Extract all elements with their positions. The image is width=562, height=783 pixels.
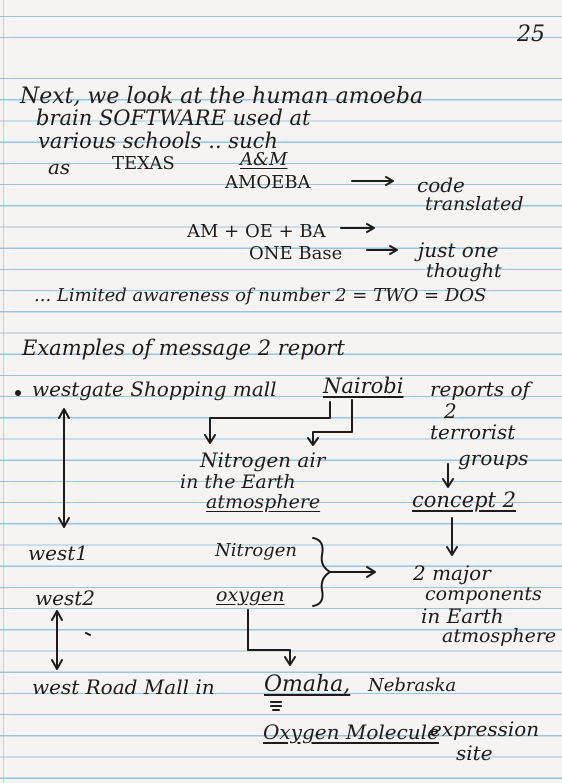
atmosphere-1: atmosphere — [206, 491, 321, 513]
terrorist-word: terrorist — [430, 420, 516, 444]
site-word: site — [456, 741, 493, 765]
squiggle-omaha-molecule — [271, 702, 281, 710]
nitrogen-word: Nitrogen — [215, 540, 297, 561]
concept-2: concept 2 — [412, 488, 517, 512]
nitrogen-air: Nitrogen air — [200, 448, 326, 472]
expression-word: expression — [430, 717, 540, 741]
line-4-texas: TEXAS — [112, 153, 175, 174]
awareness-line: ... Limited awareness of number 2 = TWO = DOS — [34, 285, 487, 306]
westgate-line: westgate Shopping mall — [32, 377, 277, 401]
west-1: west1 — [28, 541, 88, 565]
line-1: Next, we look at the human amoeba — [20, 84, 424, 109]
arrow-amoeba-code — [352, 177, 393, 185]
arrow-onebase-justone — [367, 246, 397, 254]
arrow-split-onebase — [341, 224, 374, 232]
examples-heading: Examples of message 2 report — [22, 336, 345, 360]
arrow-brace-major — [331, 567, 375, 577]
line-4-acronym: A&M — [240, 149, 288, 170]
translated-word: translated — [425, 193, 524, 215]
nebraska-word: Nebraska — [368, 675, 457, 696]
arrow-concept-major — [447, 518, 457, 555]
line-2: brain SOFTWARE used at — [36, 106, 311, 130]
in-the-earth: in the Earth — [180, 471, 296, 493]
number-2: 2 — [444, 399, 457, 423]
line-3: various schools .. such — [38, 129, 278, 153]
speck — [86, 633, 90, 635]
in-earth: in Earth — [421, 604, 504, 628]
components-word: components — [425, 583, 542, 605]
brace-nitrogen-oxygen — [313, 538, 330, 606]
omaha-word: Omaha, — [264, 672, 351, 697]
amoeba-word: AMOEBA — [225, 172, 311, 193]
oxygen-molecule: Oxygen Molecule — [263, 720, 439, 744]
bracket-nairobi-left — [205, 402, 330, 443]
arrow-groups-concept — [443, 464, 453, 487]
groups-word: groups — [458, 446, 529, 470]
amoeba-split: AM + OE + BA — [187, 221, 326, 242]
two-major: 2 major — [413, 561, 491, 585]
just-one: just one — [418, 238, 499, 262]
arrow-oxygen-omaha — [248, 610, 295, 665]
line-4-as: as — [48, 155, 71, 179]
oxygen-word: oxygen — [216, 584, 285, 606]
west-road-mall: west Road Mall in — [32, 675, 215, 699]
nairobi-word: Nairobi — [323, 374, 404, 398]
page-number: 25 — [517, 22, 545, 47]
arrow-west2-road — [52, 611, 62, 669]
reports-of: reports of — [430, 377, 530, 401]
west-2: west2 — [35, 586, 95, 610]
arrow-westgate-west1 — [59, 409, 69, 527]
one-base: ONE Base — [249, 243, 343, 264]
code-word: code — [417, 173, 465, 197]
atmosphere-2: atmosphere — [442, 625, 557, 647]
thought-word: thought — [426, 260, 502, 282]
